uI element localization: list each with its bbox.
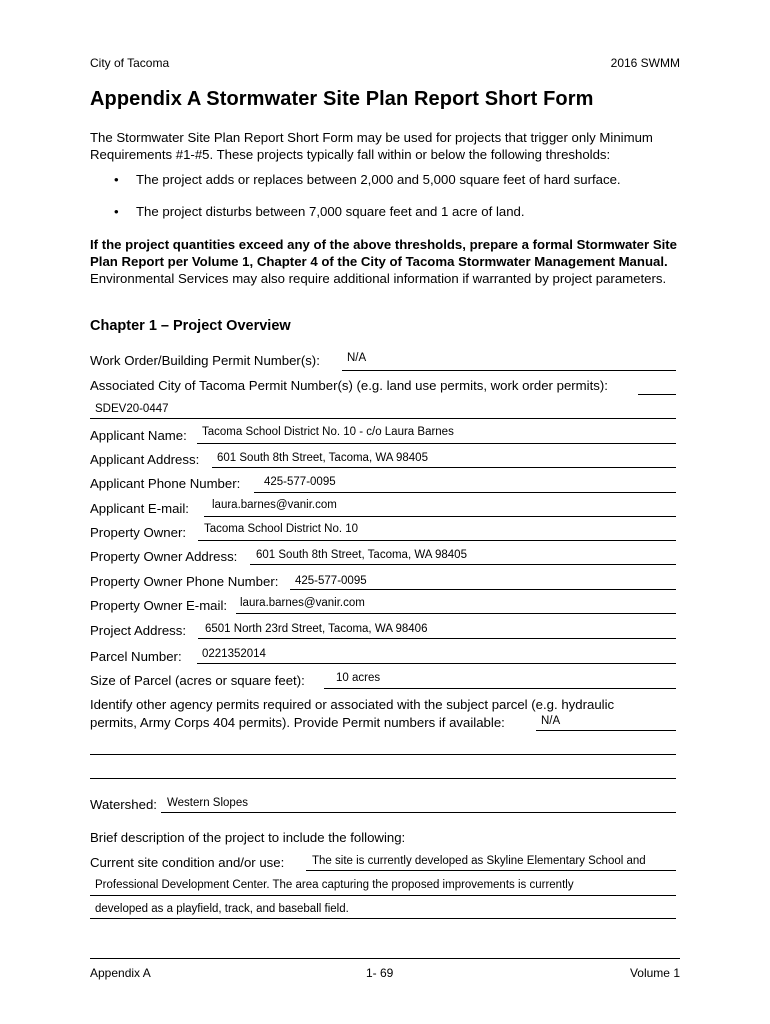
property-owner-field[interactable] bbox=[198, 540, 676, 541]
applicant-phone-label: Applicant Phone Number: bbox=[90, 476, 241, 491]
bullet-icon: • bbox=[114, 172, 119, 187]
other-permits-field[interactable] bbox=[536, 730, 676, 731]
work-order-label: Work Order/Building Permit Number(s): bbox=[90, 353, 320, 368]
current-condition-value-2: Professional Development Center. The area capturing the proposed improvements is currently bbox=[95, 879, 574, 891]
header-left: City of Tacoma bbox=[90, 56, 170, 70]
owner-email-field[interactable] bbox=[236, 613, 676, 614]
applicant-address-field[interactable] bbox=[212, 467, 676, 468]
watershed-field[interactable] bbox=[161, 812, 676, 813]
footer-left: Appendix A bbox=[90, 966, 151, 980]
parcel-size-label: Size of Parcel (acres or square feet): bbox=[90, 673, 305, 688]
applicant-phone-field[interactable] bbox=[254, 492, 676, 493]
applicant-name-label: Applicant Name: bbox=[90, 428, 187, 443]
applicant-name-field[interactable] bbox=[197, 443, 676, 444]
intro-paragraph: The Stormwater Site Plan Report Short Form may be used for projects that trigger only Minimum Requirements #1-#5. These projects typically fall within or below the following thresholds: bbox=[90, 130, 653, 162]
applicant-email-field[interactable] bbox=[204, 516, 676, 517]
current-condition-value-1: The site is currently developed as Skyline Elementary School and bbox=[312, 855, 646, 867]
bullet-item-1: The project adds or replaces between 2,000 and 5,000 square feet of hard surface. bbox=[136, 172, 621, 187]
owner-email-label: Property Owner E-mail: bbox=[90, 598, 228, 613]
threshold-warning bbox=[90, 236, 680, 287]
applicant-address-label: Applicant Address: bbox=[90, 452, 200, 467]
brief-description-label: Brief description of the project to include the following: bbox=[90, 830, 406, 845]
watershed-value: Western Slopes bbox=[167, 797, 248, 809]
owner-email-value: laura.barnes@vanir.com bbox=[240, 597, 365, 609]
parcel-number-field[interactable] bbox=[197, 663, 676, 664]
project-address-label: Project Address: bbox=[90, 623, 187, 638]
chapter-heading: Chapter 1 – Project Overview bbox=[90, 318, 291, 334]
applicant-address-value: 601 South 8th Street, Tacoma, WA 98405 bbox=[217, 452, 428, 464]
parcel-number-label: Parcel Number: bbox=[90, 649, 182, 664]
parcel-size-field[interactable] bbox=[324, 688, 676, 689]
parcel-size-value: 10 acres bbox=[336, 672, 381, 684]
other-permits-value: N/A bbox=[541, 715, 561, 727]
current-condition-label: Current site condition and/or use: bbox=[90, 855, 285, 870]
footer-right: Volume 1 bbox=[629, 966, 680, 980]
assoc-permits-value: SDEV20-0447 bbox=[95, 403, 169, 415]
current-condition-field-2[interactable] bbox=[90, 895, 676, 896]
bullet-item-2: The project disturbs between 7,000 square feet and 1 acre of land. bbox=[136, 204, 525, 219]
work-order-value: N/A bbox=[347, 352, 367, 364]
property-owner-value: Tacoma School District No. 10 bbox=[204, 523, 359, 535]
threshold-warning-bold: If the project quantities exceed any of the above thresholds, prepare a formal Stormwater Site Plan Report per Volume 1, Chapter 4 of the City of Tacoma Stormwater Management Manual. bbox=[90, 237, 677, 269]
other-permits-blank-line-1[interactable] bbox=[90, 754, 676, 755]
other-permits-label-1: Identify other agency permits required or associated with the subject parcel (e.g. hydraulic bbox=[90, 697, 615, 712]
owner-address-field[interactable] bbox=[250, 564, 676, 565]
watershed-label: Watershed: bbox=[90, 797, 157, 812]
threshold-warning-rest: Environmental Services may also require additional information if warranted by project parameters. bbox=[90, 271, 667, 286]
parcel-number-value: 0221352014 bbox=[202, 648, 266, 660]
header-right: 2016 SWMM bbox=[610, 56, 680, 70]
project-address-value: 6501 North 23rd Street, Tacoma, WA 98406 bbox=[205, 623, 428, 635]
project-address-field[interactable] bbox=[198, 638, 676, 639]
assoc-permits-field-tail[interactable] bbox=[638, 394, 676, 395]
owner-phone-label: Property Owner Phone Number: bbox=[90, 574, 279, 589]
page-title: Appendix A Stormwater Site Plan Report Short Form bbox=[90, 88, 594, 110]
assoc-permits-label: Associated City of Tacoma Permit Number(s) (e.g. land use permits, work order permits): bbox=[90, 378, 608, 393]
bullet-icon: • bbox=[114, 204, 119, 219]
owner-address-value: 601 South 8th Street, Tacoma, WA 98405 bbox=[256, 549, 467, 561]
other-permits-label-2: permits, Army Corps 404 permits). Provide Permit numbers if available: bbox=[90, 715, 505, 730]
current-condition-field-3[interactable] bbox=[90, 918, 676, 919]
owner-phone-value: 425-577-0095 bbox=[295, 575, 367, 587]
current-condition-value-3: developed as a playfield, track, and baseball field. bbox=[95, 903, 349, 915]
applicant-email-value: laura.barnes@vanir.com bbox=[212, 499, 337, 511]
work-order-field[interactable] bbox=[342, 370, 676, 371]
current-condition-field-1[interactable] bbox=[306, 870, 676, 871]
owner-address-label: Property Owner Address: bbox=[90, 549, 238, 564]
applicant-email-label: Applicant E-mail: bbox=[90, 501, 189, 516]
owner-phone-field[interactable] bbox=[290, 589, 676, 590]
applicant-phone-value: 425-577-0095 bbox=[264, 476, 336, 488]
property-owner-label: Property Owner: bbox=[90, 525, 187, 540]
other-permits-blank-line-2[interactable] bbox=[90, 778, 676, 779]
footer-page-number: 1- 69 bbox=[366, 966, 394, 980]
assoc-permits-field[interactable] bbox=[90, 418, 676, 419]
applicant-name-value: Tacoma School District No. 10 - c/o Laura Barnes bbox=[202, 426, 454, 438]
footer-rule bbox=[90, 958, 680, 959]
